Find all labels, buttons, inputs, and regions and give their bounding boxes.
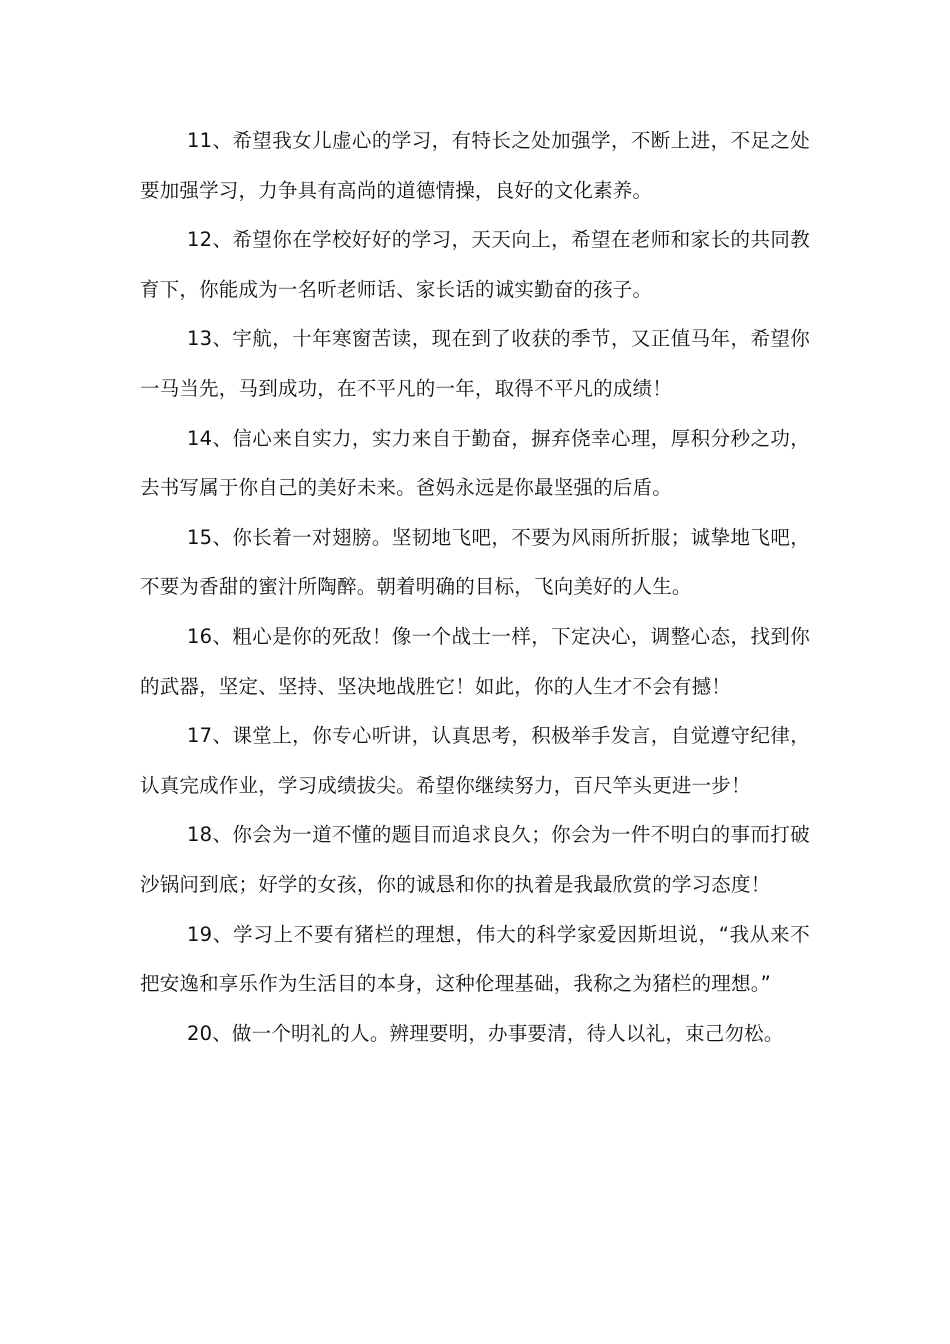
- paragraph-17: 17、课堂上，你专心听讲，认真思考，积极举手发言，自觉遵守纪律，认真完成作业，学习成绩拔尖。希望你继续努力，百尺竿头更进一步！: [140, 724, 810, 797]
- paragraph-13: 13、宇航，十年寒窗苦读，现在到了收获的季节，又正值马年，希望你一马当先，马到成功，在不平凡的一年，取得不平凡的成绩！: [140, 327, 810, 400]
- paragraph-20: 20、做一个明礼的人。辨理要明，办事要清，待人以礼，束己勿松。: [187, 1021, 784, 1045]
- document-body: [140, 116, 810, 1058]
- paragraph-19: 19、学习上不要有猪栏的理想，伟大的科学家爱因斯坦说，“我从来不把安逸和享乐作为生活目的本身，这种伦理基础，我称之为猪栏的理想。”: [140, 922, 810, 996]
- paragraph-12: 12、希望你在学校好好的学习，天天向上，希望在老师和家长的共同教育下，你能成为一名听老师话、家长话的诚实勤奋的孩子。: [140, 228, 810, 301]
- paragraph-14: 14、信心来自实力，实力来自于勤奋，摒弃侥幸心理，厚积分秒之功，去书写属于你自己的美好未来。爸妈永远是你最坚强的后盾。: [140, 426, 810, 500]
- paragraph-15: 15、你长着一对翅膀。坚韧地飞吧，不要为风雨所折服；诚挚地飞吧，不要为香甜的蜜汁所陶醉。朝着明确的目标，飞向美好的人生。: [140, 525, 810, 599]
- paragraph-16: 16、粗心是你的死敌！像一个战士一样，下定决心，调整心态，找到你的武器，坚定、坚持、坚决地战胜它！如此，你的人生才不会有撼！: [140, 624, 810, 698]
- paragraph-11: 11、希望我女儿虚心的学习，有特长之处加强学，不断上进，不足之处要加强学习，力争具有高尚的道德情操，良好的文化素养。: [140, 129, 810, 202]
- paragraph-18: 18、你会为一道不懂的题目而追求良久；你会为一件不明白的事而打破沙锅问到底；好学的女孩，你的诚恳和你的执着是我最欣赏的学习态度！: [140, 823, 810, 896]
